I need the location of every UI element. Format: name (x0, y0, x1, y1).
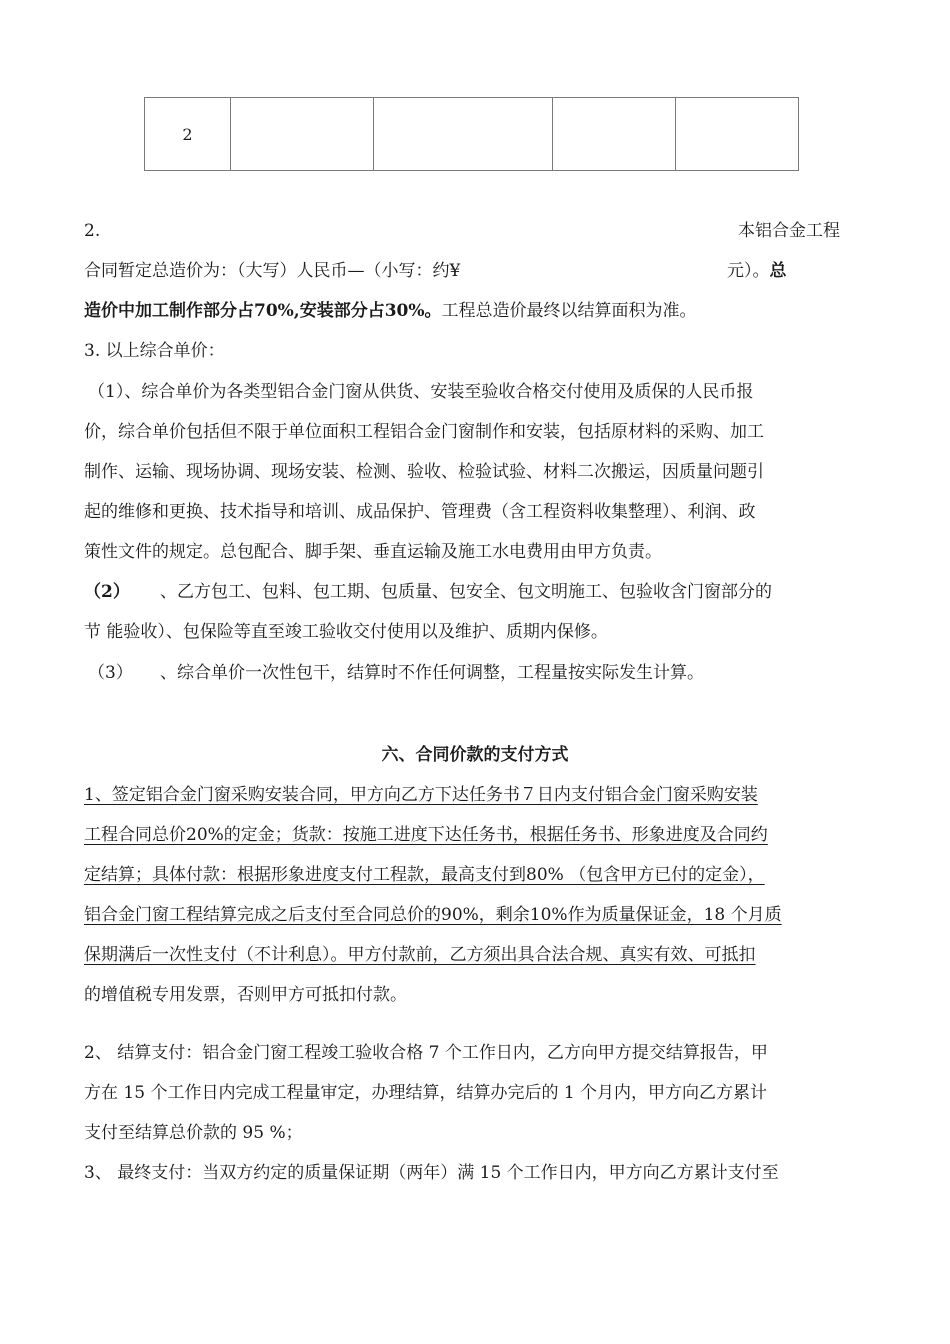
payment-p1-line: 保期满后一次性支付（不计利息）。甲方付款前，乙方须出具合法合规、真实有效、可抵扣 (84, 945, 756, 965)
section-heading: 六、合同价款的支付方式 (381, 745, 569, 765)
payment-p3-line: 3、 最终支付：当双方约定的质量保证期（两年）满 15 个工作日内，甲方向乙方累计支付至 (84, 1163, 779, 1183)
clause2-tail: 本铝合金工程 (738, 221, 840, 241)
clause2-bold-total: 总 (769, 261, 787, 281)
clause3-p1-line: 策性文件的规定。总包配合、脚手架、垂直运输及施工水电费用由甲方负责。 (84, 542, 662, 562)
clause3-p3-line: 、综合单价一次性包干，结算时不作任何调整，工程量按实际发生计算。 (160, 663, 704, 683)
payment-p2-line: 支付至结算总价款的 95 %； (84, 1123, 303, 1143)
payment-p2-line: 方在 15 个工作日内完成工程量审定，办理结算，结算办完后的 1 个月内，甲方向乙方累计 (84, 1083, 768, 1103)
clause3-p2-line: 、乙方包工、包料、包工期、包质量、包安全、包文明施工、包验收含门窗部分的 (160, 582, 772, 602)
table-cell (553, 98, 676, 171)
clause2-line2-a: 合同暂定总造价为：（大写）人民币—（小写：约¥ (84, 261, 461, 281)
clause3-p2-line: 节 能验收）、包保险等直至竣工验收交付使用以及维护、质期内保修。 (84, 622, 608, 642)
clause2-line2-b (727, 259, 787, 283)
payment-p1-line: 1、签定铝合金门窗采购安装合同，甲方向乙方下达任务书７日内支付铝合金门窗采购安装 (84, 785, 758, 805)
table-cell (676, 98, 799, 171)
clause3-p1-line: （1）、综合单价为各类型铝合金门窗从供货、安装至验收合格交付使用及质保的人民币报 (88, 382, 754, 402)
payment-p1-line: 工程合同总价20%的定金；货款：按施工进度下达任务书，根据任务书、形象进度及合同约 (84, 825, 768, 845)
clause3-p1-line: 制作、运输、现场协调、现场安装、检测、验收、检验试验、材料二次搬运，因质量问题引 (84, 462, 764, 482)
clause3-title: 3. 以上综合单价： (84, 341, 225, 361)
payment-p1-last: 的增值税专用发票，否则甲方可抵扣付款。 (84, 985, 407, 1005)
table-cell (374, 98, 553, 171)
payment-p1-line: 铝合金门窗工程结算完成之后支付至合同总价的90%，剩余10%作为质量保证金，18 个月质 (84, 905, 782, 925)
clause3-p1-line: 价，综合单价包括但不限于单位面积工程铝合金门窗制作和安装，包括原材料的采购、加工 (84, 422, 764, 442)
clause3-p1-line: 起的维修和更换、技术指导和培训、成品保护、管理费（含工程资料收集整理）、利润、政 (84, 502, 756, 522)
payment-p1-line: 定结算；具体付款：根据形象进度支付工程款，最高支付到80% （包含甲方已付的定金）， (84, 865, 765, 885)
clause3-p2-number: （2） (84, 582, 130, 602)
clause3-p3-number: （3） (88, 663, 133, 683)
table-row (145, 98, 799, 171)
clause2-bold-ratio: 造价中加工制作部分占70%,安装部分占30%。 (84, 301, 442, 321)
table-cell (231, 98, 374, 171)
clause2-rest: 工程总造价最终以结算面积为准。 (441, 301, 697, 321)
clause2-line3 (84, 299, 697, 323)
price-table (144, 97, 799, 171)
clause2-yuan: 元）。 (727, 261, 770, 281)
payment-p2-line: 2、 结算支付：铝合金门窗工程竣工验收合格 7 个工作日内，乙方向甲方提交结算报告，甲 (84, 1043, 768, 1063)
clause2-number: 2. (84, 221, 101, 241)
table-cell-index: 2 (145, 98, 231, 171)
